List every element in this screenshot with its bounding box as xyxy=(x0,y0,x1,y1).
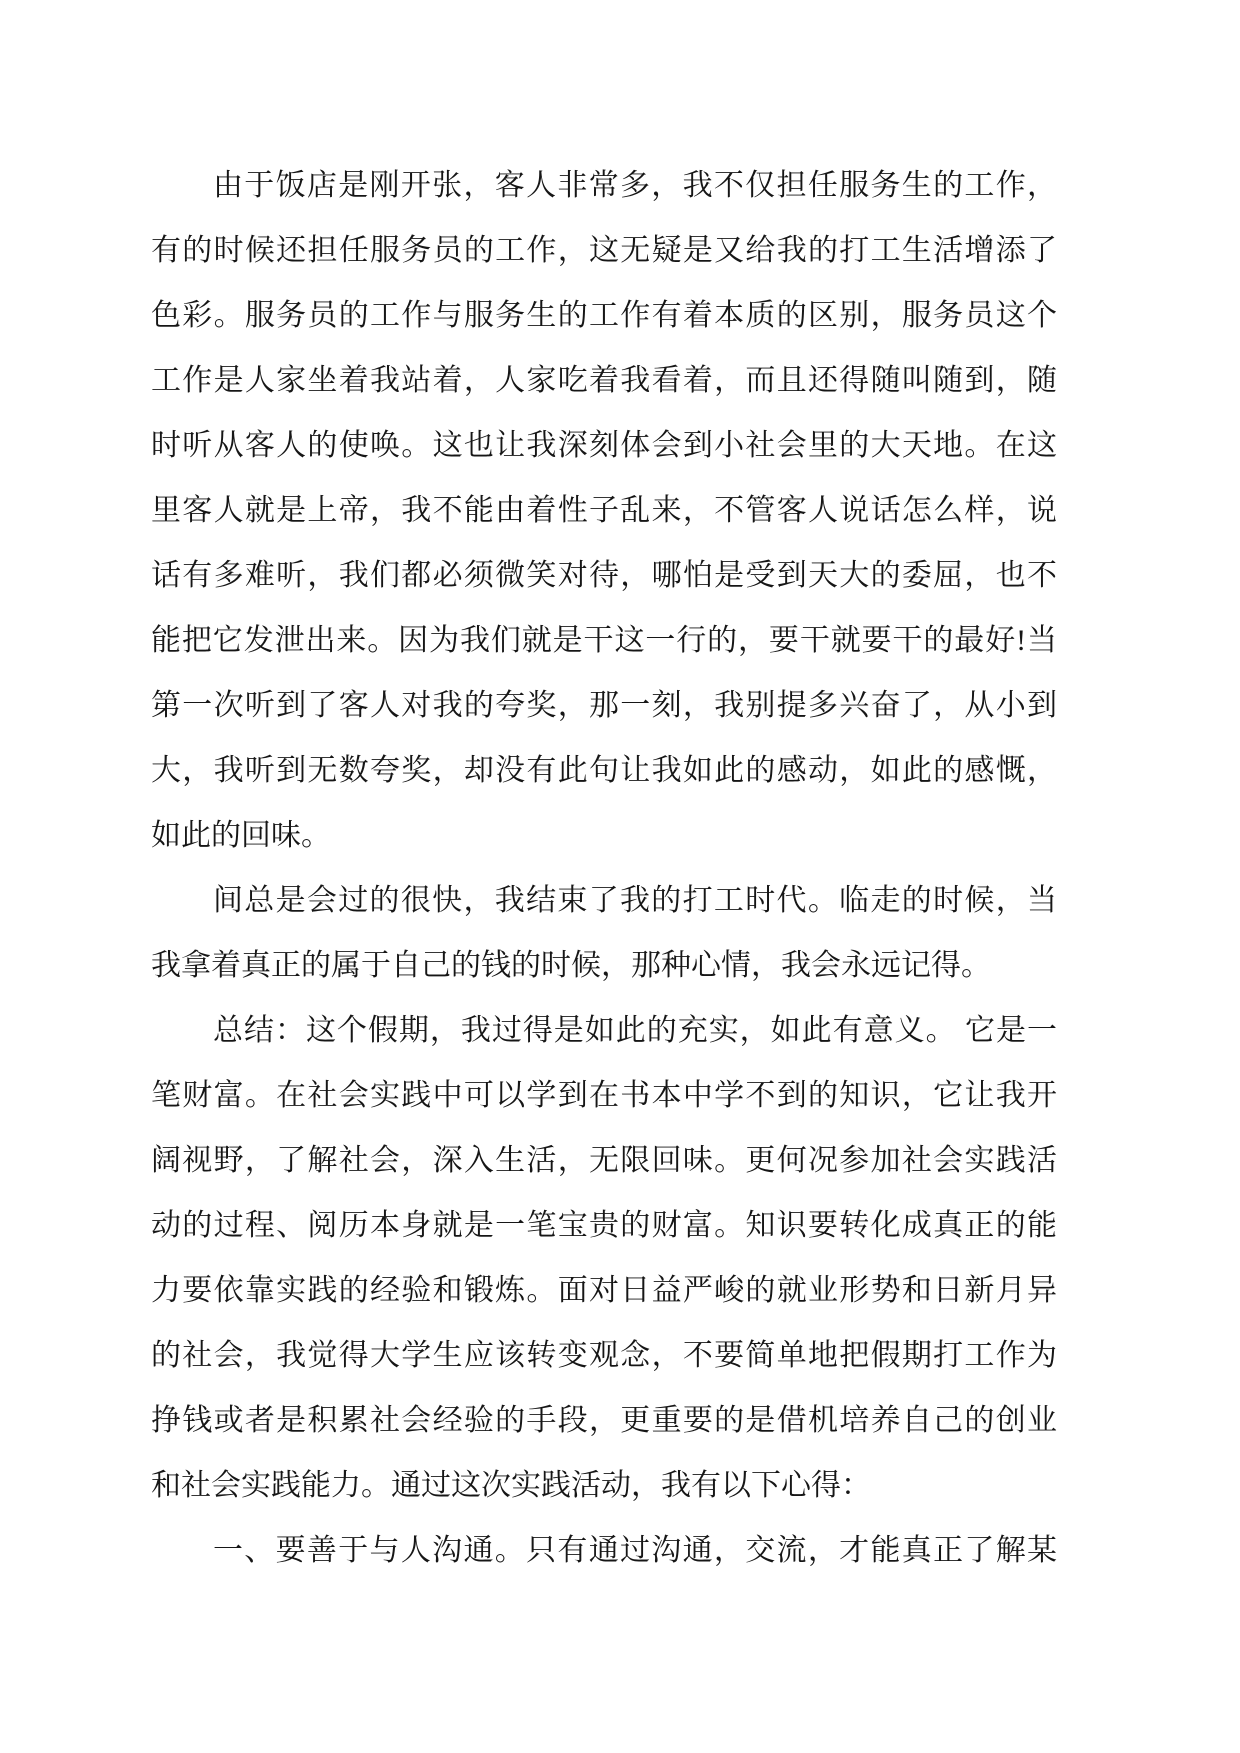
text-line: 我拿着真正的属于自己的钱的时候，那种心情，我会永远记得。 xyxy=(151,949,991,982)
text-line: 由于饭店是刚开张，客人非常多，我不仅担任服务生的工作， xyxy=(213,169,1057,202)
text-line: 话有多难听，我们都必须微笑对待，哪怕是受到天大的委屈，也不 xyxy=(151,559,1057,592)
text-line: 的社会，我觉得大学生应该转变观念，不要简单地把假期打工作为 xyxy=(151,1339,1057,1372)
text-line: 第一次听到了客人对我的夸奖，那一刻，我别提多兴奋了，从小到 xyxy=(151,689,1057,722)
text-line: 笔财富。在社会实践中可以学到在书本中学不到的知识，它让我开 xyxy=(151,1079,1057,1112)
text-line: 如此的回味。 xyxy=(151,819,331,852)
text-line: 大，我听到无数夸奖，却没有此句让我如此的感动，如此的感慨， xyxy=(151,754,1057,787)
text-line: 时听从客人的使唤。这也让我深刻体会到小社会里的大天地。在这 xyxy=(151,429,1057,462)
text-line: 有的时候还担任服务员的工作，这无疑是又给我的打工生活增添了 xyxy=(151,234,1057,267)
text-line: 间总是会过的很快，我结束了我的打工时代。临走的时候，当 xyxy=(213,884,1057,917)
text-line: 一、要善于与人沟通。只有通过沟通，交流，才能真正了解某 xyxy=(213,1534,1057,1567)
text-line: 和社会实践能力。通过这次实践活动，我有以下心得： xyxy=(151,1469,871,1502)
text-line: 色彩。服务员的工作与服务生的工作有着本质的区别，服务员这个 xyxy=(151,299,1057,332)
text-line: 力要依靠实践的经验和锻炼。面对日益严峻的就业形势和日新月异 xyxy=(151,1274,1057,1307)
text-line: 工作是人家坐着我站着，人家吃着我看着，而且还得随叫随到，随 xyxy=(151,364,1057,397)
text-line: 里客人就是上帝，我不能由着性子乱来，不管客人说话怎么样，说 xyxy=(151,494,1057,527)
essay-body xyxy=(151,153,1057,1583)
text-line: 阔视野，了解社会，深入生活，无限回味。更何况参加社会实践活 xyxy=(151,1144,1057,1177)
text-line: 动的过程、阅历本身就是一笔宝贵的财富。知识要转化成真正的能 xyxy=(151,1209,1057,1242)
text-line: 挣钱或者是积累社会经验的手段，更重要的是借机培养自己的创业 xyxy=(151,1404,1057,1437)
text-line: 总结：这个假期，我过得是如此的充实，如此有意义。 它是一 xyxy=(213,1014,1057,1047)
text-line: 能把它发泄出来。因为我们就是干这一行的，要干就要干的最好!当 xyxy=(151,624,1057,657)
